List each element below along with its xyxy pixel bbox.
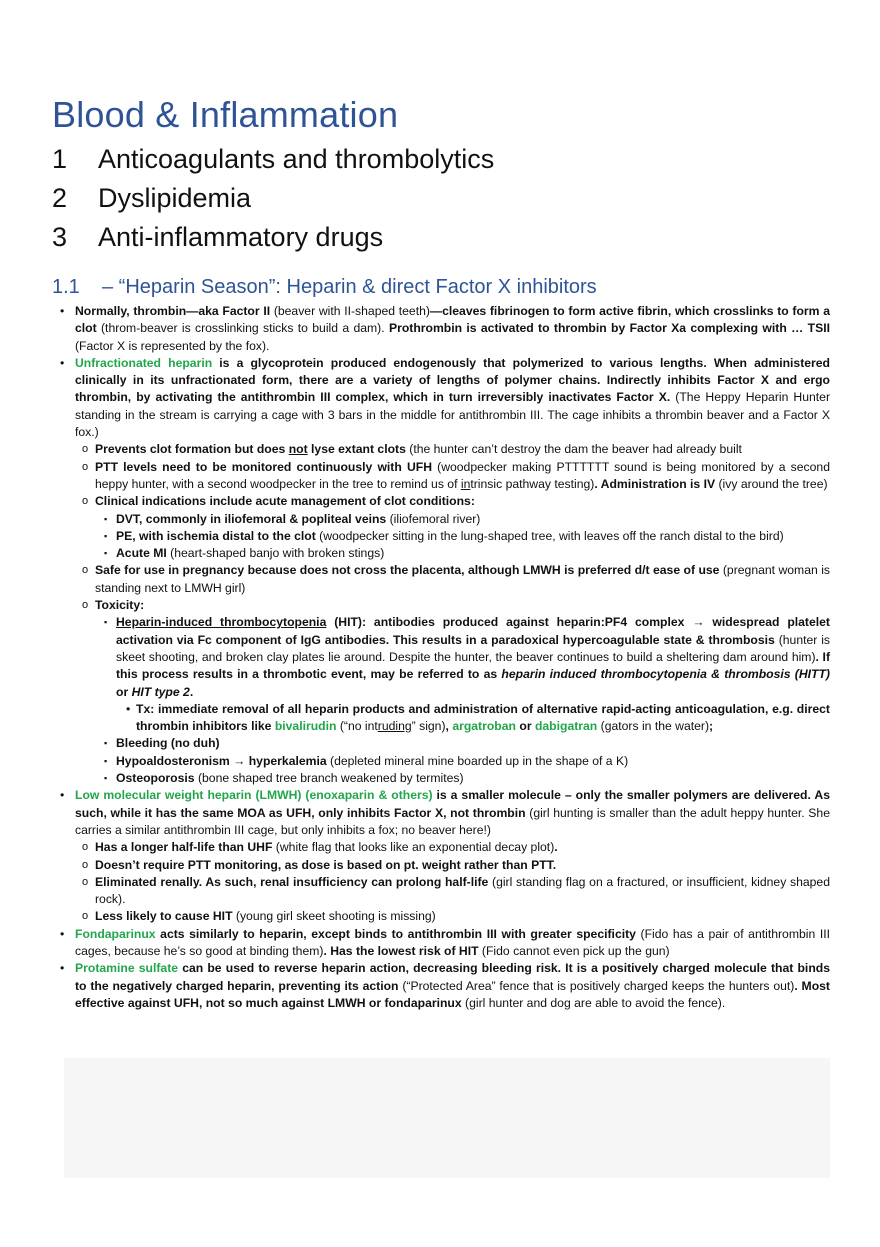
bold-text: Clinical indications include acute management of clot conditions: [95,494,475,509]
bold-underlined-text: not [288,442,308,457]
notes-body [54,303,830,1012]
note-text: (woodpecker making PTTTTTT sound is being monitored by a second heppy hunter, with a second woodpecker in the tree to remind us of [95,459,830,491]
sub-bullet-ptt-monitoring [54,459,830,494]
note-text: (the hunter can’t destroy the dam the beaver had already built [405,442,742,457]
bullet-marker: • [60,961,65,976]
bullet-fondaparinux [54,926,830,961]
note-text: (“Protected Area” fence that is positively charged keeps the hunters out) [398,978,795,993]
bullet-marker: • [60,926,65,941]
bold-text: ; [709,719,714,734]
toc-item-1 [52,144,494,175]
bullet-marker: • [60,304,65,318]
bullet-marker: o [82,495,89,508]
sub-bullet-clot-formation [54,441,830,458]
bold-text: Doesn’t require PTT monitoring, as dose is based on pt. weight rather than PTT. [95,857,557,872]
bullet-lmwh [54,787,830,839]
sub-sub-bullet-dvt [54,511,830,528]
section-number: 1.1 [52,276,80,298]
bold-text: can be used to reverse heparin action, decreasing bleeding risk. It is a positively charged molecule that binds to the negatively charged heparin, preventing its action [75,961,830,993]
bold-text: Less likely to cause HIT [95,909,233,924]
sub-sub-bullet-osteoporosis [54,770,830,787]
bullet-marker: ▪ [104,513,108,524]
drug-name: dabigatran [534,719,598,734]
sub-sub-sub-bullet-tx [54,701,830,736]
bullet-marker: ▪ [104,617,108,628]
sub-sub-bullet-hit [54,614,830,700]
bold-italic-text: HIT type 2 [131,684,190,699]
bullet-marker: o [82,875,89,888]
bold-text: . [189,684,194,699]
note-text: (girl hunter and dog are able to avoid the fence). [461,995,726,1010]
toc-number: 2 [52,183,68,213]
bold-text: . Administration is IV [594,476,716,491]
drug-name: argatroban [452,719,516,734]
bold-text: Hypoaldosteronism → hyperkalemia [116,753,327,768]
bullet-marker: o [82,443,89,456]
bold-text: . [554,840,558,855]
toc-label: Anticoagulants and thrombolytics [98,144,495,174]
note-text: (pregnant woman is standing next to LMWH girl) [95,563,830,595]
bold-text: . Most effective against UFH, not so much against LMWH or fondaparinux [75,978,830,1010]
drug-name: Unfractionated heparin [75,355,213,370]
bullet-marker: o [82,841,89,854]
drug-name: Low molecular weight heparin (LMWH) (enoxaparin & others) [75,788,433,803]
bold-text: Prothrombin is activated to thrombin by Factor Xa complexing with … TSII [388,321,830,336]
bold-text: Acute MI [116,546,167,561]
note-text: (iliofemoral river) [386,511,481,526]
note-text: (young girl skeet shooting is missing) [232,909,436,924]
bullet-marker: • [60,788,65,803]
bullet-marker: o [82,564,89,577]
toc-label: Anti-inflammatory drugs [98,222,384,252]
bold-text: lyse extant clots [307,442,406,457]
bold-italic-text: heparin induced thrombocytopenia & thrombosis (HITT) [501,667,830,682]
drug-name: Protamine sulfate [75,961,179,976]
toc-item-3 [52,222,383,253]
bullet-marker: o [82,858,89,871]
section-title: – “Heparin Season”: Heparin & direct Factor X inhibitors [102,276,597,298]
note-text: (Fido cannot even pick up the gun) [478,943,670,958]
bold-text: Tx: immediate removal of all heparin products and administration of alternative rapid-acting anticoagulation, e.g. direct thrombin inhibitors like [136,701,830,734]
bold-text: Normally, thrombin—aka Factor II [75,304,271,318]
note-text: (Factor X is represented by the fox). [75,338,270,353]
bullet-unfractionated-heparin [54,355,830,441]
bullet-marker: o [82,599,89,612]
underlined-text: ruding [377,719,412,734]
note-text: (throm-beaver is crosslinking sticks to build a dam). [96,321,389,336]
bullet-marker: o [82,460,89,473]
bold-text: —cleaves fibrinogen to form active fibrin, which crosslinks to form a clot [75,304,830,336]
bold-text: Prevents clot formation but does [95,442,289,457]
note-text: (The Heppy Heparin Hunter standing in the stream is carrying a cage with 3 bars in the middle for antithrombin III. The cage inhibits a thrombin beaver and a Factor X fox.) [75,390,831,440]
note-text: (depleted mineral mine boarded up in the shape of a K) [326,753,629,768]
drug-name: Fondaparinux [75,926,156,941]
sub-sub-bullet-hypoaldosteronism [54,753,830,770]
bold-text: Eliminated renally. As such, renal insufficiency can prolong half-life [95,874,489,889]
note-text: (white flag that looks like an exponential decay plot) [272,840,555,855]
note-text: (woodpecker sitting in the lung-shaped tree, with leaves off the ranch distal to the bird) [315,528,784,543]
bold-text: (HIT): antibodies produced against heparin:PF4 complex → widespread platelet activation via Fc component of IgG antibodies. This results in a paradoxical hypercoagulable state & thrombosis [116,615,830,647]
bullet-marker: ▪ [104,773,108,784]
note-text: (hunter is skeet shooting, and broken clay plates lie around. Despite the hunter, the beaver continues to build a sheltering dam around him) [116,632,830,664]
sub-bullet-pregnancy [54,562,830,597]
bold-text: Has a longer half-life than UHF [95,840,273,855]
note-text: (“no int [336,719,378,734]
sub-sub-bullet-acute-mi [54,545,830,562]
section-heading [52,276,597,299]
bold-underlined-text: Heparin-induced thrombocytopenia [116,615,327,630]
sub-sub-bullet-bleeding [54,735,830,752]
toc-number: 1 [52,144,68,174]
bullet-marker: ▪ [104,755,108,766]
sub-bullet-renal [54,874,830,909]
sub-bullet-toxicity [54,597,830,614]
bullet-marker: ▪ [104,738,108,749]
bold-text: , [445,719,453,734]
bold-text: Bleeding (no duh) [116,736,220,751]
sub-bullet-no-ptt [54,857,830,874]
note-text: (beaver with II-shaped teeth) [270,304,430,318]
note-text: (Fido has a pair of antithrombin III cages, because he’s so good at binding them) [75,926,830,958]
watermark-area [64,1058,830,1178]
bold-text: Osteoporosis [116,771,195,786]
bullet-marker: • [60,355,65,370]
bullet-protamine [54,960,830,1012]
bold-text: Toxicity: [95,598,145,613]
bold-text: DVT, commonly in iliofemoral & popliteal veins [116,511,387,526]
note-text: (girl hunting is smaller than the adult heppy hunter. She carries a similar antithrombin III cage, but only inhibits a fox; no beaver here!) [75,805,830,837]
bullet-marker: o [82,910,89,923]
bold-text: acts similarly to heparin, except binds to antithrombin III with greater specificity [155,926,636,941]
bold-text: . If this process results in a thrombotic event, may be referred to as [116,649,831,682]
bold-text: is a smaller molecule – only the smaller polymers are delivered. As such, while it has the same MOA as UFH, only inhibits Factor X, not thrombin [75,788,830,820]
bullet-marker: • [126,701,131,716]
toc-label: Dyslipidemia [98,183,252,213]
bullet-marker: ▪ [104,530,108,541]
sub-bullet-half-life [54,839,830,856]
underlined-text: in [460,476,471,491]
note-text: (heart-shaped banjo with broken stings) [166,546,385,561]
note-text: (bone shaped tree branch weakened by termites) [194,771,464,786]
bold-text: PTT levels need to be monitored continuously with UFH [95,459,432,474]
note-text: ” sign) [411,719,446,734]
sub-bullet-clinical-indications [54,493,830,510]
page-title: Blood & Inflammation [52,94,399,135]
note-text: (gators in the water) [597,719,710,734]
note-text: (girl standing flag on a fractured, or insufficient, kidney shaped rock). [95,874,830,907]
bold-text: is a glycoprotein produced endogenously that polymerized to various lengths. When administered clinically in its unfractionated form, there are a variety of lengths of polymer chains. Indirectly inhibits Factor X and ergo thrombin, by activating the antithrombin III complex, which in turn irreversibly inactivates Factor X. [75,355,830,405]
sub-sub-bullet-pe [54,528,830,545]
drug-name: bivalirudin [274,719,337,734]
bold-text: or [515,719,535,734]
bold-text: . Has the lowest risk of HIT [323,943,479,958]
bold-text: PE, with ischemia distal to the clot [116,528,316,543]
note-text: (ivy around the tree) [715,476,828,491]
toc-number: 3 [52,222,68,252]
note-text: trinsic pathway testing) [470,476,595,491]
sub-bullet-less-hit [54,908,830,925]
bullet-thrombin [54,303,830,355]
bold-text: Safe for use in pregnancy because does not cross the placenta, although LMWH is preferred d/t ease of use [95,563,720,578]
bullet-marker: ▪ [104,548,108,559]
bold-text: or [116,684,132,699]
toc-item-2 [52,183,251,214]
